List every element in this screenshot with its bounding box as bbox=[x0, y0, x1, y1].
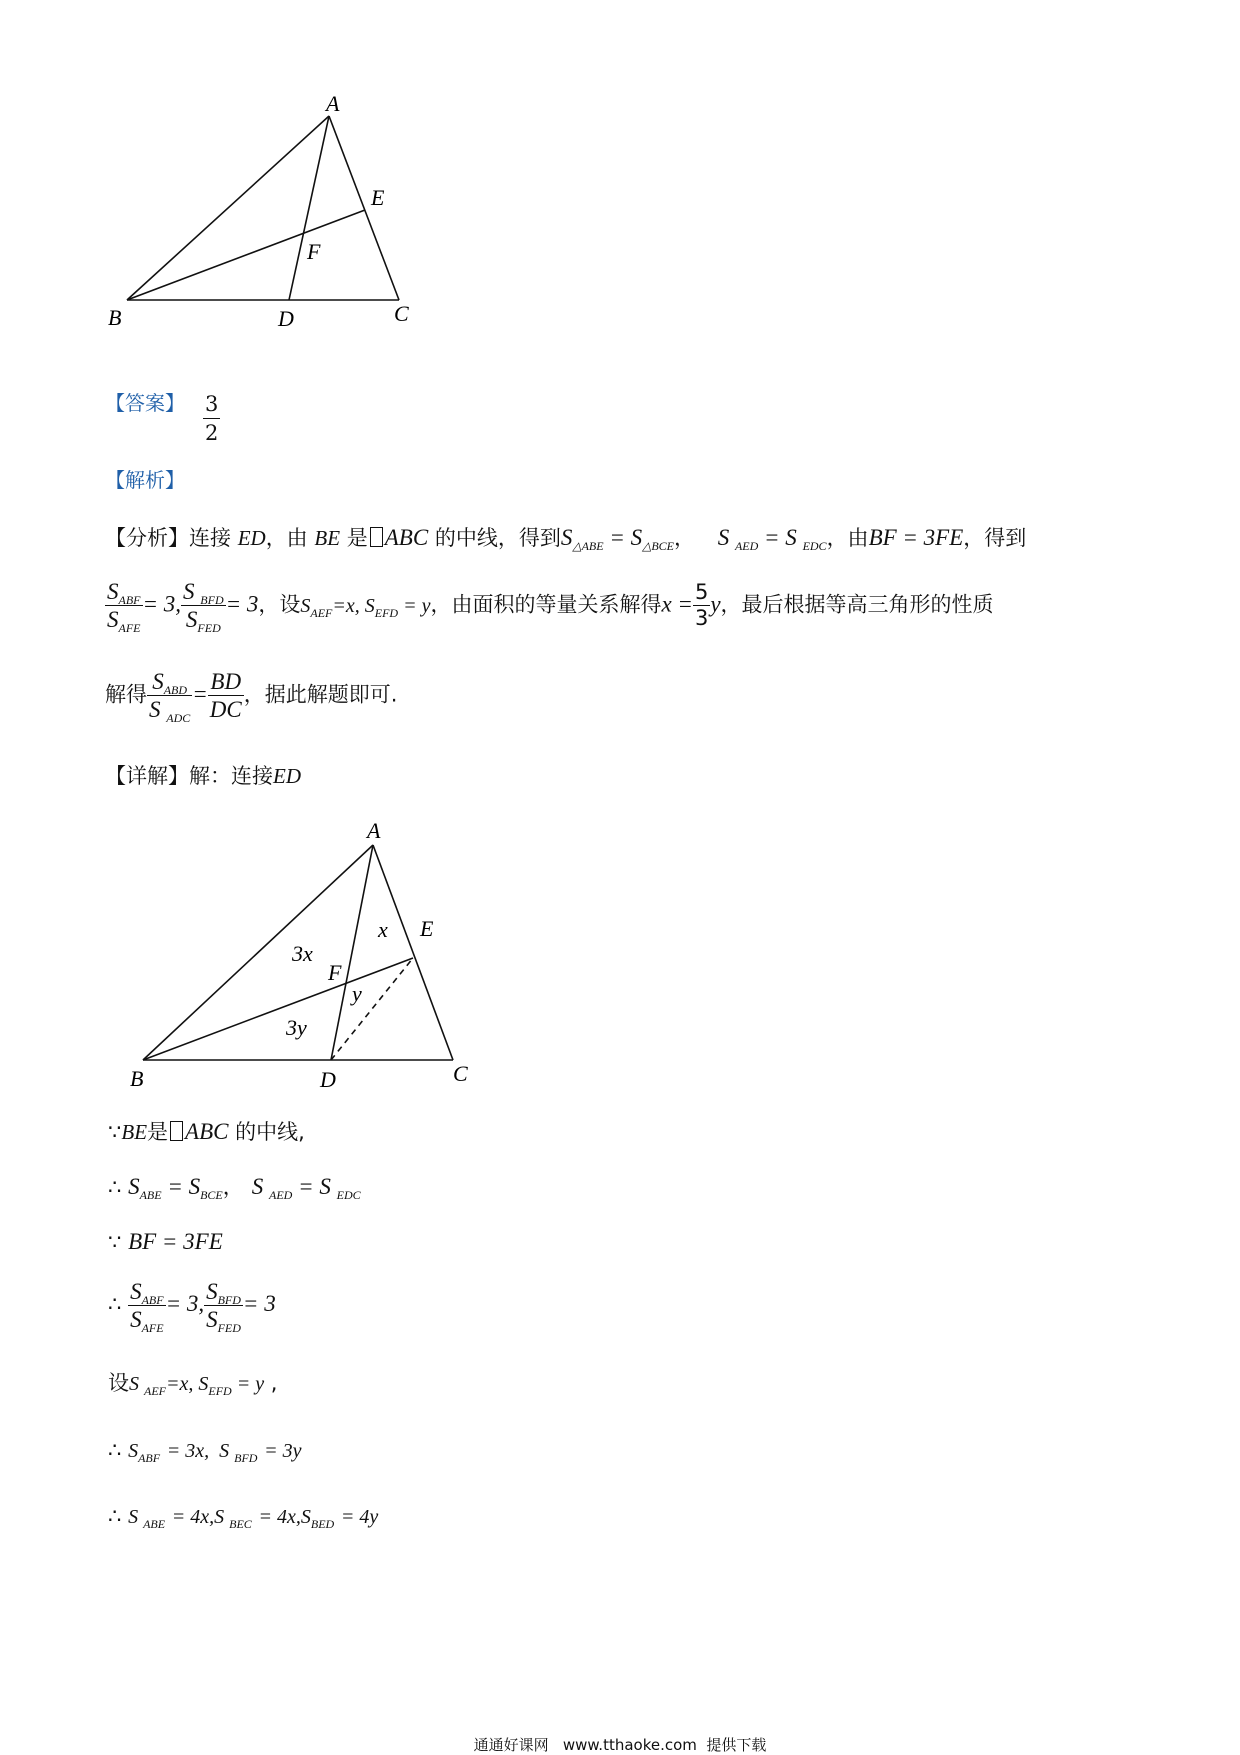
fig2-label-B: B bbox=[130, 1066, 144, 1091]
answer-numerator: 3 bbox=[203, 392, 220, 419]
fenxi-text: ，据此解题即可. bbox=[243, 682, 398, 707]
fig2-label-E: E bbox=[420, 916, 434, 941]
because-symbol: ∵ bbox=[108, 1120, 122, 1144]
therefore-symbol: ∴ bbox=[108, 1504, 122, 1528]
step-text: 是 bbox=[147, 1120, 169, 1144]
ratio-bd-dc: $\frac{BD}{DC}$ bbox=[209, 669, 242, 722]
step-2: ∴ $S_{ABE} = S_{BCE}$， S $_{AED}$ = S $_{EDC}$ bbox=[108, 1174, 361, 1202]
set-expr: $S_{AEF}=x$, $S_{EFD} = y$ bbox=[300, 594, 431, 620]
area-expr-aed-edc: S $_{AED}$ = S $_{EDC}$ bbox=[717, 525, 827, 553]
fenxi-line-1 bbox=[105, 525, 1027, 553]
fenxi-text: ，由面积的等量关系解得 bbox=[430, 592, 662, 617]
triangle-figure-2 bbox=[110, 805, 480, 1095]
fig1-label-A: A bbox=[326, 91, 340, 116]
segment-BE: BE bbox=[314, 526, 341, 550]
fig1-label-C: C bbox=[394, 301, 409, 326]
step-3 bbox=[108, 1230, 223, 1253]
step-5: 设S $_{AEF}$=x, $S_{EFD} = y$ , bbox=[108, 1371, 278, 1398]
region-aef-label: x bbox=[378, 917, 388, 942]
ratio-bfd-fed: $\frac{S _{BFD}}{S_{FED}}$ bbox=[183, 579, 224, 635]
equation-bf-3fe: BF = 3FE bbox=[868, 525, 964, 550]
region-efd-label: y bbox=[352, 981, 362, 1006]
xiangjie-text: 解：连接 bbox=[189, 764, 273, 788]
fenxi-text: 的中线，得到 bbox=[428, 526, 561, 550]
segment-ED: ED bbox=[237, 526, 266, 550]
fenxi-text: ，最后根据等高三角形的性质 bbox=[720, 592, 994, 617]
fig2-label-D: D bbox=[320, 1067, 336, 1092]
segment-BE: BE bbox=[121, 1120, 148, 1144]
fenxi-text: ，由 bbox=[826, 526, 869, 550]
missing-glyph-box bbox=[170, 1121, 183, 1141]
page-footer: 通通好课网 www.tthaoke.com 提供下载 bbox=[473, 1736, 767, 1754]
fenxi-tag: 【分析】 bbox=[105, 526, 189, 550]
answer-denominator: 2 bbox=[205, 421, 219, 445]
fig1-label-B: B bbox=[108, 305, 122, 330]
fenxi-text: 连接 bbox=[189, 526, 238, 550]
fig2-label-A: A bbox=[367, 818, 381, 843]
ratio-value: = 3 bbox=[225, 591, 259, 617]
step-4: ∴ $\frac{S_{ABF}}{S_{AFE}}$ = 3, $\frac{S_{BFD}}{S_{FED}}$ = 3 bbox=[108, 1279, 276, 1335]
solution-y: y bbox=[710, 591, 721, 617]
analysis-tag: 【解析】 bbox=[105, 468, 185, 492]
region-abf-label: 3x bbox=[292, 941, 313, 966]
triangle-ABC: ABC bbox=[384, 525, 429, 550]
step-1 bbox=[108, 1120, 305, 1143]
therefore-symbol: ∴ bbox=[108, 1438, 122, 1462]
triangle-ABC: ABC bbox=[185, 1119, 229, 1144]
fenxi-line-2 bbox=[105, 579, 994, 635]
fig1-label-E: E bbox=[371, 185, 385, 210]
fenxi-line-3: 解得 $\frac{S_{ABD}}{S _{ADC}}$ = $\frac{BD}{DC}$ ，据此解题即可. bbox=[105, 669, 398, 725]
solution-fraction: $\frac{5}{3}$ bbox=[694, 580, 709, 630]
step-7: ∴ S $_{ABE}$ = 4x,S $_{BEC} = 4x,S_{BED} = 4y$ bbox=[108, 1504, 379, 1531]
because-symbol: ∵ bbox=[108, 1230, 122, 1254]
step-text: 的中线, bbox=[228, 1120, 305, 1144]
answer-row bbox=[105, 393, 185, 414]
xiangjie-tag: 【详解】 bbox=[105, 764, 189, 788]
fenxi-text: ，由 bbox=[265, 526, 315, 550]
fig1-label-D: D bbox=[278, 306, 294, 331]
fig2-label-C: C bbox=[453, 1061, 468, 1086]
fenxi-text: ， bbox=[674, 526, 696, 550]
solution-x-lhs: x = bbox=[661, 591, 693, 617]
fenxi-text: ，设 bbox=[258, 592, 301, 617]
fenxi-text: 解得 bbox=[105, 682, 147, 707]
ratio-abd-adc: $\frac{S_{ABD}}{S _{ADC}}$ bbox=[149, 669, 191, 725]
therefore-symbol: ∴ bbox=[108, 1175, 122, 1199]
step-text: 设 bbox=[108, 1371, 129, 1395]
missing-glyph-box bbox=[370, 527, 383, 547]
xiangjie-line bbox=[105, 766, 301, 787]
segment-ED: ED bbox=[273, 764, 301, 788]
ratio-abf-afe: $\frac{S_{ABF}}{S_{AFE}}$ bbox=[107, 579, 141, 635]
fig2-label-F: F bbox=[328, 960, 342, 985]
triangle-figure-1 bbox=[100, 85, 440, 345]
answer-tag: 【答案】 bbox=[105, 391, 185, 415]
area-expr-abe-bce: $S_{\triangle ABE} = S_{\triangle BCE}$ bbox=[560, 525, 675, 553]
answer-fraction bbox=[203, 392, 220, 445]
fenxi-text: ，得到 bbox=[963, 526, 1027, 550]
fenxi-text: 是 bbox=[340, 526, 368, 550]
therefore-symbol: ∴ bbox=[108, 1292, 122, 1316]
step-6: ∴ $S_{ABF} = 3x$, S $_{BFD}$ = 3y bbox=[108, 1438, 302, 1465]
fig1-label-F: F bbox=[307, 239, 321, 264]
equation-bf-3fe: BF = 3FE bbox=[128, 1229, 223, 1254]
ratio-value: = 3, bbox=[142, 591, 182, 617]
region-bfd-label: 3y bbox=[286, 1015, 307, 1040]
